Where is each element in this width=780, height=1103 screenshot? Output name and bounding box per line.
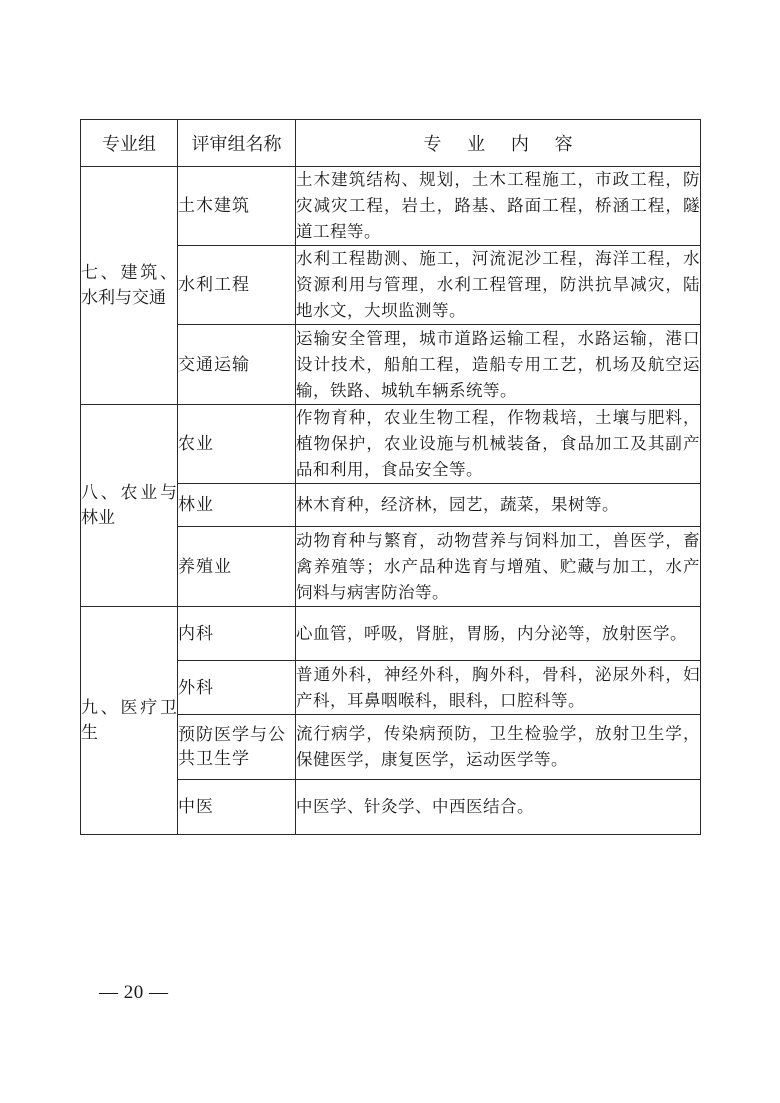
panel-name: 农业 — [178, 405, 296, 484]
panel-name: 内科 — [178, 607, 296, 661]
panel-name: 外科 — [178, 661, 296, 715]
panel-content: 水利工程勘测、施工，河流泥沙工程，海洋工程，水资源利用与管理，水利工程管理，防洪抗旱减灾，陆地水文，大坝监测等。 — [296, 246, 701, 325]
panel-content: 土木建筑结构、规划，土木工程施工，市政工程，防灾减灾工程，岩土，路基、路面工程，桥涵工程，隧道工程等。 — [296, 167, 701, 246]
header-specialty-group: 专业组 — [81, 120, 178, 167]
panel-content: 林木育种，经济林，园艺，蔬菜，果树等。 — [296, 484, 701, 527]
group-name: 八、农业与林业 — [81, 405, 178, 607]
panel-content: 普通外科，神经外科，胸外科，骨科，泌尿外科，妇产科，耳鼻咽喉科，眼科，口腔科等。 — [296, 661, 701, 715]
panel-content: 中医学、针灸学、中西医结合。 — [296, 780, 701, 835]
header-panel-name: 评审组名称 — [178, 120, 296, 167]
panel-content: 运输安全管理，城市道路运输工程，水路运输，港口设计技术，船舶工程，造船专用工艺，机场及航空运输，铁路、城轨车辆系统等。 — [296, 325, 701, 405]
panel-name: 养殖业 — [178, 527, 296, 607]
panel-name: 林业 — [178, 484, 296, 527]
table-row — [81, 607, 701, 661]
panel-name: 水利工程 — [178, 246, 296, 325]
group-name: 九、医疗卫生 — [81, 607, 178, 835]
panel-content: 流行病学，传染病预防，卫生检验学，放射卫生学，保健医学，康复医学，运动医学等。 — [296, 715, 701, 780]
group-name: 七、建筑、水利与交通 — [81, 167, 178, 405]
panel-name: 交通运输 — [178, 325, 296, 405]
panel-name: 土木建筑 — [178, 167, 296, 246]
header-content: 专 业 内 容 — [296, 120, 701, 167]
panel-name: 预防医学与公共卫生学 — [178, 715, 296, 780]
table-row — [81, 405, 701, 484]
page-number: — 20 — — [99, 982, 169, 1003]
table-row — [81, 167, 701, 246]
table-header-row — [81, 120, 701, 167]
panel-content: 心血管，呼吸，肾脏，胃肠，内分泌等，放射医学。 — [296, 607, 701, 661]
panel-content: 作物育种，农业生物工程，作物栽培，土壤与肥料，植物保护，农业设施与机械装备，食品加工及其副产品和利用，食品安全等。 — [296, 405, 701, 484]
specialty-table — [80, 119, 701, 835]
panel-name: 中医 — [178, 780, 296, 835]
panel-content: 动物育种与繁育，动物营养与饲料加工，兽医学，畜禽养殖等；水产品种选育与增殖、贮藏与加工，水产饲料与病害防治等。 — [296, 527, 701, 607]
